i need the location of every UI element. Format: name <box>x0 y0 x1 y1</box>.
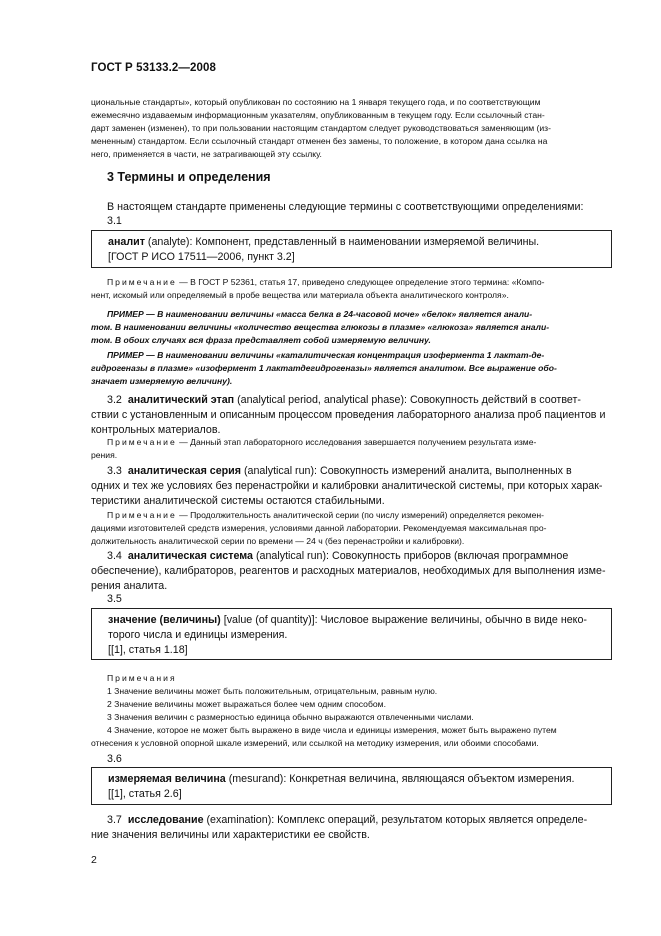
term-def: (analyte): Компонент, представленный в наименовании измеряемой величины. <box>144 236 540 248</box>
term-def-line: обеспечение), калибраторов, реагентов и расходных материалов, необходимых для выполнения изме- <box>91 565 606 577</box>
note-line: нент, искомый или определяемый в пробе вещества или материала объекта аналитического контроля». <box>91 290 509 300</box>
term-definition <box>108 772 603 802</box>
term-definition <box>108 613 603 658</box>
term-def: [value (of quantity)]: Числовое выражение величины, обычно в виде неко- <box>220 614 587 626</box>
term-name: значение (величины) <box>108 614 221 626</box>
note-line: дациями изготовителей средств измерения, условиями данной лаборатории. Рекомендуемая максимальная про- <box>91 523 547 533</box>
notes-value <box>91 672 612 750</box>
term-name: исследование <box>127 814 204 826</box>
example-1 <box>91 308 612 347</box>
term-number: 3.1 <box>107 215 122 227</box>
term-def: (examination): Комплекс операций, результатом которых является определе- <box>203 814 588 826</box>
example-line: том. В наименовании величины «количество вещества глюкозы в плазме» «глюкоза» является анали- <box>91 322 550 332</box>
term-def-line: рения аналита. <box>91 580 168 592</box>
note-analytical-period <box>91 436 612 462</box>
term-definition <box>108 235 603 265</box>
note-item: 2 Значение величины может выражаться более чем одним способом. <box>107 699 386 709</box>
section-heading: 3 Термины и определения <box>107 170 271 184</box>
note-item: отнесения к условной опорной шкале измерений, или ссылкой на методику измерения, или обоими способами. <box>91 738 539 748</box>
term-name: аналитическая серия <box>127 465 241 477</box>
term-def-line: контрольных материалов. <box>91 424 221 436</box>
term-name: измеряемая величина <box>108 773 226 785</box>
term-number: 3.5 <box>107 593 122 605</box>
term-name: аналитическая система <box>127 550 253 562</box>
note-label: Примечание <box>107 277 177 287</box>
note-line: должительность аналитической серии по времени — 24 ч (без перенастройки и калибровки). <box>91 536 465 546</box>
term-number: 3.7 <box>107 814 122 826</box>
note-line: — Данный этап лабораторного исследования завершается получением результата изме- <box>176 437 537 447</box>
term-def-line: ние значения величины или характеристики ее свойств. <box>91 829 370 841</box>
intro-line: дарт заменен (изменен), то при пользовании настоящим стандартом следует руководствоваться заменяющим (из- <box>91 123 551 133</box>
note-item: 1 Значение величины может быть положительным, отрицательным, равным нулю. <box>107 686 438 696</box>
note-label: Примечание <box>107 510 177 520</box>
example-line: значает измеряемую величину). <box>91 376 233 386</box>
term-def: (analytical period, analytical phase): Совокупность действий в соответ- <box>234 394 581 406</box>
example-2 <box>91 349 612 388</box>
intro-line: него, применяется в части, не затрагивающей эту ссылку. <box>91 149 322 159</box>
term-number: 3.2 <box>107 394 122 406</box>
note-item: 4 Значение, которое не может быть выражено в виде числа и единицы измерения, может быть выражено путем <box>107 725 557 735</box>
example-line: ПРИМЕР — В наименовании величины «каталитическая концентрация изофермента 1 лактат-де- <box>107 350 545 360</box>
notes-title: Примечания <box>107 673 177 683</box>
term-examination <box>91 813 612 843</box>
term-reference: [[1], статья 1.18] <box>108 644 188 656</box>
page-number: 2 <box>91 854 97 866</box>
note-label: Примечание <box>107 437 177 447</box>
example-line: гидрогеназы в плазме» «изофермент 1 лактатдегидрогеназы» является аналитом. Все выражение обо- <box>91 363 557 373</box>
term-analytical-run <box>91 464 612 509</box>
term-name: аналит <box>108 236 145 248</box>
note-line: — В ГОСТ Р 52361, статья 17, приведено следующее определение этого термина: «Компо- <box>176 277 545 287</box>
intro-line: мененным) стандартом. Если ссылочный стандарт отменен без замены, то положение, в котором дана ссылка на <box>91 136 548 146</box>
example-line: ПРИМЕР — В наименовании величины «масса белка в 24-часовой моче» «белок» является анали- <box>107 309 533 319</box>
section-intro: В настоящем стандарте применены следующие термины с соответствующими определениями: <box>107 201 584 213</box>
note-item: 3 Значения величин с размерностью единица обычно выражаются отвлеченными числами. <box>107 712 474 722</box>
term-box-value <box>91 608 612 660</box>
term-box-measurand <box>91 767 612 805</box>
term-def: (mesurand): Конкретная величина, являющаяся объектом измерения. <box>225 773 575 785</box>
term-def: (analytical run): Совокупность приборов (включая программное <box>252 550 569 562</box>
term-def-line: одних и тех же условиях без перенастройки и калибровки аналитической системы, при которых харак- <box>91 480 603 492</box>
term-def-line: теристики аналитической системы остаются стабильными. <box>91 495 385 507</box>
intro-line: циональные стандарты», который опубликован по состоянию на 1 января текущего года, и по соответствующим <box>91 97 541 107</box>
term-number: 3.3 <box>107 465 122 477</box>
term-number: 3.6 <box>107 753 122 765</box>
intro-line: ежемесячно издаваемым информационным указателям, опубликованным в текущем году. Если ссылочный стан- <box>91 110 545 120</box>
example-line: том. В обоих случаях вся фраза представляет собой измеряемую величину. <box>91 335 431 345</box>
term-name: аналитический этап <box>127 394 235 406</box>
term-reference: [ГОСТ Р ИСО 17511—2006, пункт 3.2] <box>108 251 295 263</box>
document-header: ГОСТ Р 53133.2—2008 <box>91 62 216 74</box>
note-analyte <box>91 276 612 302</box>
term-def-line: торого числа и единицы измерения. <box>108 629 288 641</box>
term-def: (analytical run): Совокупность измерений аналита, выполненных в <box>241 465 572 477</box>
note-analytical-run <box>91 509 612 548</box>
term-def-line: ствии с установленным и описанным процессом проведения лабораторного анализа проб пациентов и <box>91 409 606 421</box>
term-analytical-period <box>91 393 612 438</box>
term-number: 3.4 <box>107 550 122 562</box>
note-line: — Продолжительность аналитической серии (по числу измерений) определяется рекомен- <box>176 510 545 520</box>
note-line: рения. <box>91 450 118 460</box>
intro-paragraph <box>91 96 612 161</box>
term-box-analyte <box>91 230 612 268</box>
term-analytical-system <box>91 549 612 594</box>
term-reference: [[1], статья 2.6] <box>108 788 182 800</box>
